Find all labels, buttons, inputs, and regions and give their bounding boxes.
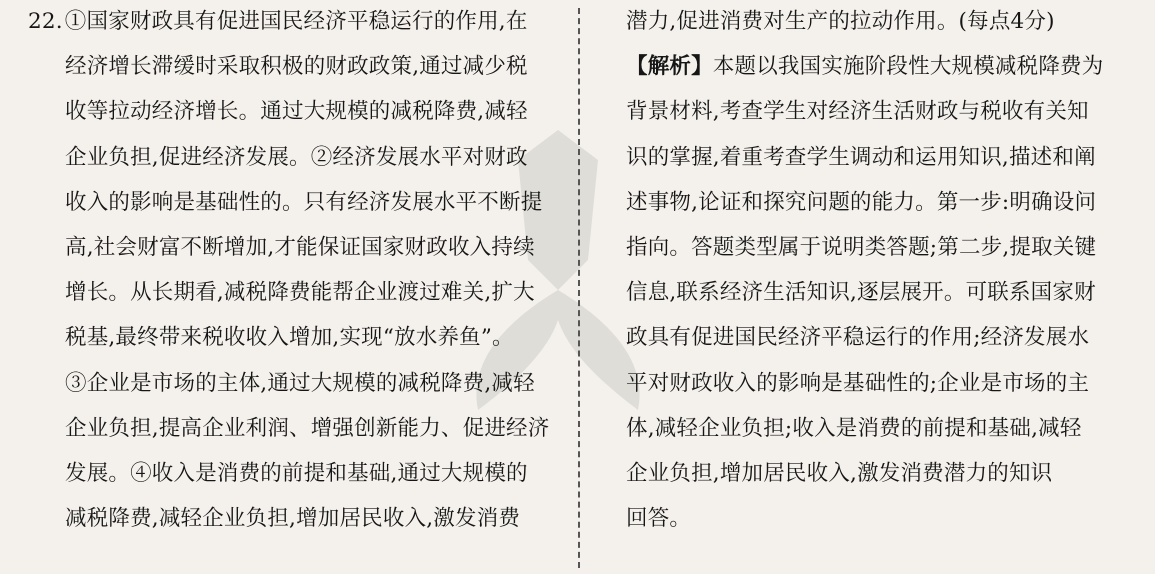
text-line: 指向。答题类型属于说明类答题;第二步,提取关键 bbox=[626, 234, 1097, 260]
text-line: 企业负担,提高企业利润、增强创新能力、促进经济 bbox=[65, 415, 550, 441]
question-number: 22. bbox=[28, 9, 63, 34]
analysis-label: 【解析】 bbox=[626, 54, 713, 80]
column-divider bbox=[578, 8, 580, 568]
left-column bbox=[28, 7, 560, 549]
text-line: 【解析】本题以我国实施阶段性大规模减税降费为 bbox=[626, 54, 1104, 80]
text-line: 信息,联系经济生活知识,逐层展开。可联系国家财 bbox=[626, 280, 1096, 306]
text-line: 背景材料,考查学生对经济生活财政与税收有关知 bbox=[626, 99, 1089, 125]
text-line: 企业负担,促进经济发展。②经济发展水平对财政 bbox=[65, 144, 528, 170]
text-line: 经济增长滞缓时采取积极的财政政策,通过减少税 bbox=[65, 54, 528, 80]
text-line: 高,社会财富不断增加,才能保证国家财政收入持续 bbox=[65, 234, 535, 260]
text-line: 政具有促进国民经济平稳运行的作用;经济发展水 bbox=[626, 325, 1090, 351]
text-line: 述事物,论证和探究问题的能力。第一步:明确设问 bbox=[626, 189, 1097, 215]
text-line: 减税降费,减轻企业负担,增加居民收入,激发消费 bbox=[65, 506, 521, 532]
text-line: 收入的影响是基础性的。只有经济发展水平不断提 bbox=[65, 189, 543, 215]
text-line: 识的掌握,着重考查学生调动和运用知识,描述和阐 bbox=[626, 144, 1096, 170]
text-line: 22.①国家财政具有促进国民经济平稳运行的作用,在 bbox=[28, 7, 560, 52]
text-line: 体,减轻企业负担;收入是消费的前提和基础,减轻 bbox=[626, 415, 1082, 441]
text-line: 发展。④收入是消费的前提和基础,通过大规模的 bbox=[65, 460, 528, 486]
text-line: 增长。从长期看,减税降费能帮企业渡过难关,扩大 bbox=[65, 280, 535, 306]
text-line: 收等拉动经济增长。通过大规模的减税降费,减轻 bbox=[65, 99, 528, 125]
text-line: 潜力,促进消费对生产的拉动作用。(每点4分) bbox=[626, 9, 1055, 34]
text-line: 企业负担,增加居民收入,激发消费潜力的知识 bbox=[626, 460, 1053, 486]
text-line: 税基,最终带来税收收入增加,实现“放水养鱼”。 bbox=[65, 325, 514, 351]
text-line: 平对财政收入的影响是基础性的;企业是市场的主 bbox=[626, 370, 1090, 396]
text-line: 回答。 bbox=[626, 506, 692, 532]
text-line: ③企业是市场的主体,通过大规模的减税降费,减轻 bbox=[65, 370, 535, 396]
right-column bbox=[626, 7, 1126, 549]
